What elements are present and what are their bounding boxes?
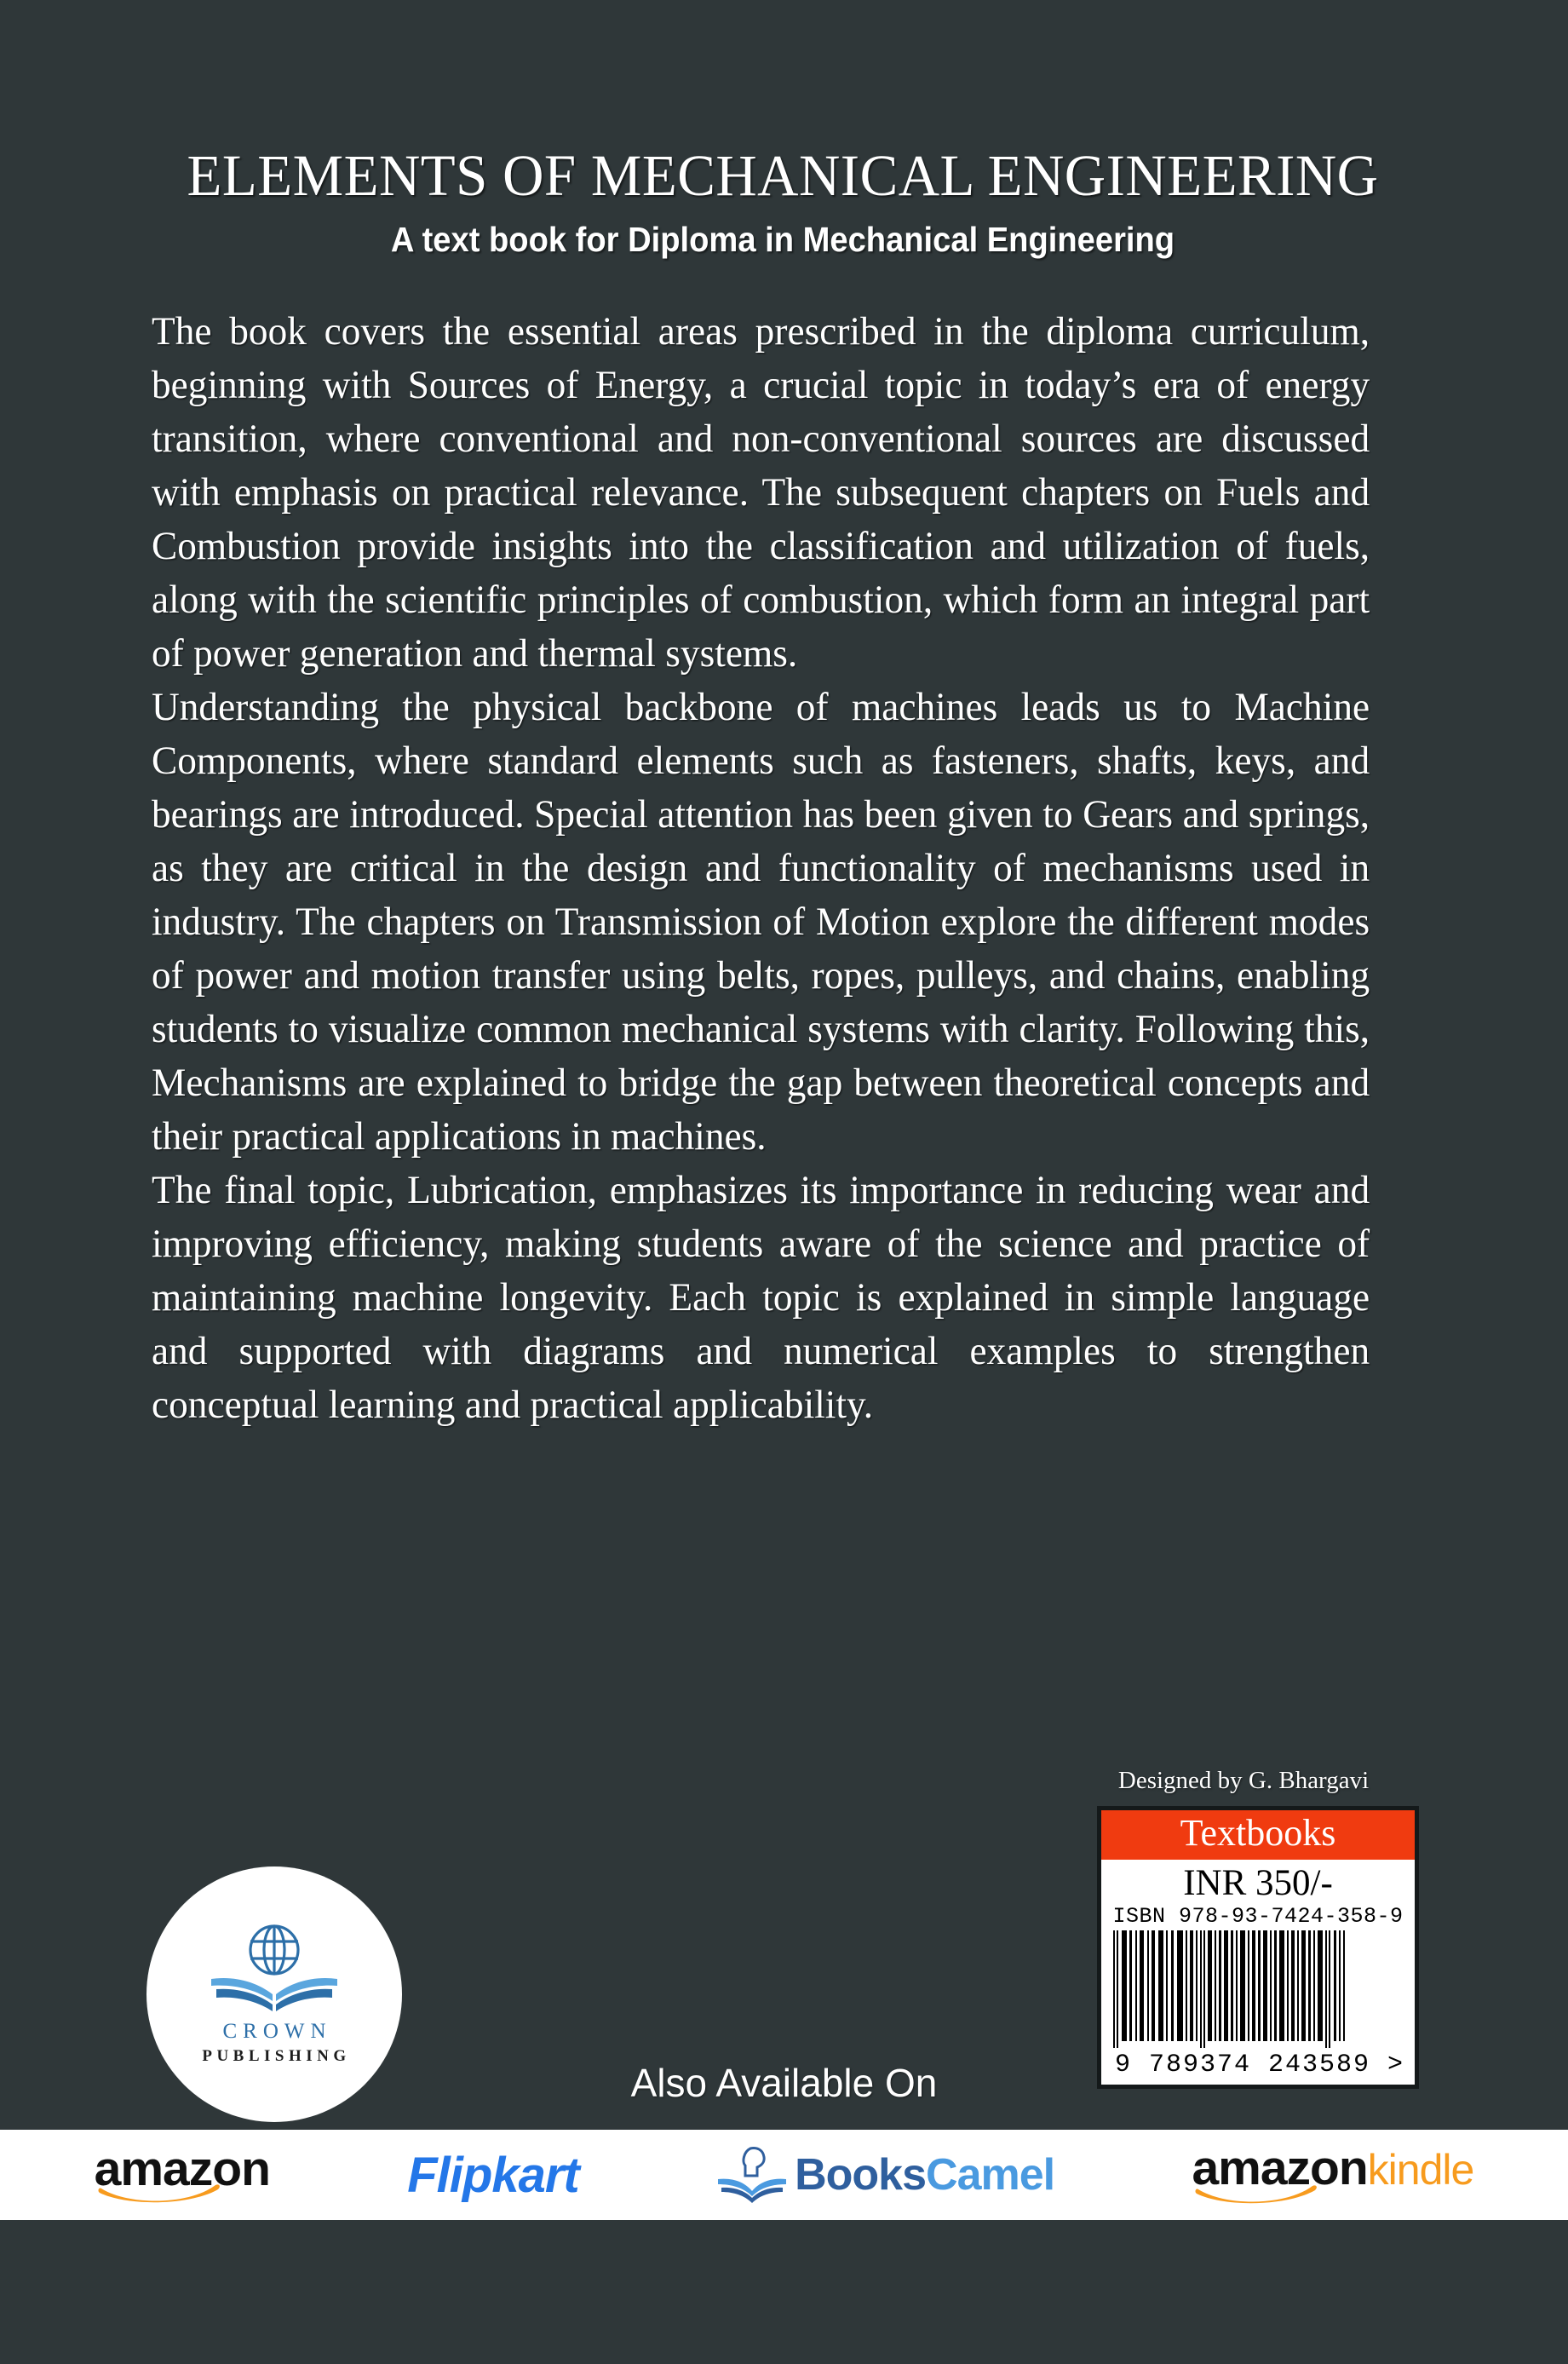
blurb-paragraph: The book covers the essential areas prescribed in the diploma curriculum, beginning with Sources of Energy, a crucial topic in today’s era of energy transition, where conventional and non-conventional sources are discussed with emphasis on practical relevance. The subsequent chapters on Fuels and Combustion provide insights into the classification and utilization of fuels, along with the scientific principles of combustion, which form an integral part of power generation and thermal systems. <box>152 309 1370 676</box>
page-title: ELEMENTS OF MECHANICAL ENGINEERING <box>187 143 1379 208</box>
retailer-amazon[interactable] <box>94 2141 270 2206</box>
isbn-text: ISBN 978-93-7424-358-9 <box>1112 1904 1404 1930</box>
kindle-amazon-wordmark: amazon <box>1192 2140 1368 2195</box>
blurb-paragraph: Understanding the physical backbone of machines leads us to Machine Components, where standard elements such as fasteners, shafts, keys, and bearings are introduced. Special attention has been given to Gears and springs, as they are critical in the design and functionality of mechanisms used in industry. The chapters on Transmission of Motion explore the different modes of power and motion transfer using belts, ropes, pulleys, and chains, enabling students to visualize common mechanical systems with clarity. Following this, Mechanisms are explained to bridge the gap between theoretical concepts and their practical applications in machines. <box>152 685 1370 1159</box>
price-value: INR 350/- <box>1183 1863 1333 1904</box>
kindle-wordmark: kindle <box>1367 2145 1474 2194</box>
retailer-bookscamel[interactable] <box>716 2143 1054 2206</box>
category-banner <box>1101 1810 1415 1860</box>
camel-book-icon <box>716 2143 788 2206</box>
retailer-flipkart[interactable] <box>407 2147 579 2204</box>
publisher-name-primary: CROWN <box>222 2020 332 2043</box>
flipkart-wordmark: Flipkart <box>407 2147 579 2203</box>
barcode-bars-icon <box>1113 1930 1369 2048</box>
page-subtitle: A text book for Diploma in Mechanical Engineering <box>390 220 1175 259</box>
category-label: Textbooks <box>1180 1812 1336 1854</box>
title-block <box>152 143 1414 259</box>
barcode-digits: 9 789374 243589 > <box>1115 2051 1405 2080</box>
publisher-name-secondary: PUBLISHING <box>202 2047 351 2065</box>
bookscamel-wordmark-part2: Camel <box>926 2150 1055 2200</box>
blurb-paragraph: The final topic, Lubrication, emphasizes its importance in reducing wear and improving efficiency, making students aware of the science and practice of maintaining machine longevity. Each topic is explained in simple language and supported with diagrams and numerical examples to strengthen conceptual learning and practical applicability. <box>152 1168 1370 1427</box>
amazon-wordmark: amazon <box>94 2141 270 2196</box>
blurb-text <box>152 305 1414 1432</box>
price-barcode-block <box>1097 1806 1419 2089</box>
bookscamel-wordmark-part1: Books <box>795 2150 927 2200</box>
retailer-strip <box>0 2130 1568 2220</box>
availability-heading: Also Available On <box>630 2061 938 2105</box>
designer-credit: Designed by G. Bhargavi <box>1117 1767 1370 1794</box>
globe-book-icon <box>206 1923 342 2015</box>
retailer-amazon-kindle[interactable] <box>1192 2140 1474 2206</box>
